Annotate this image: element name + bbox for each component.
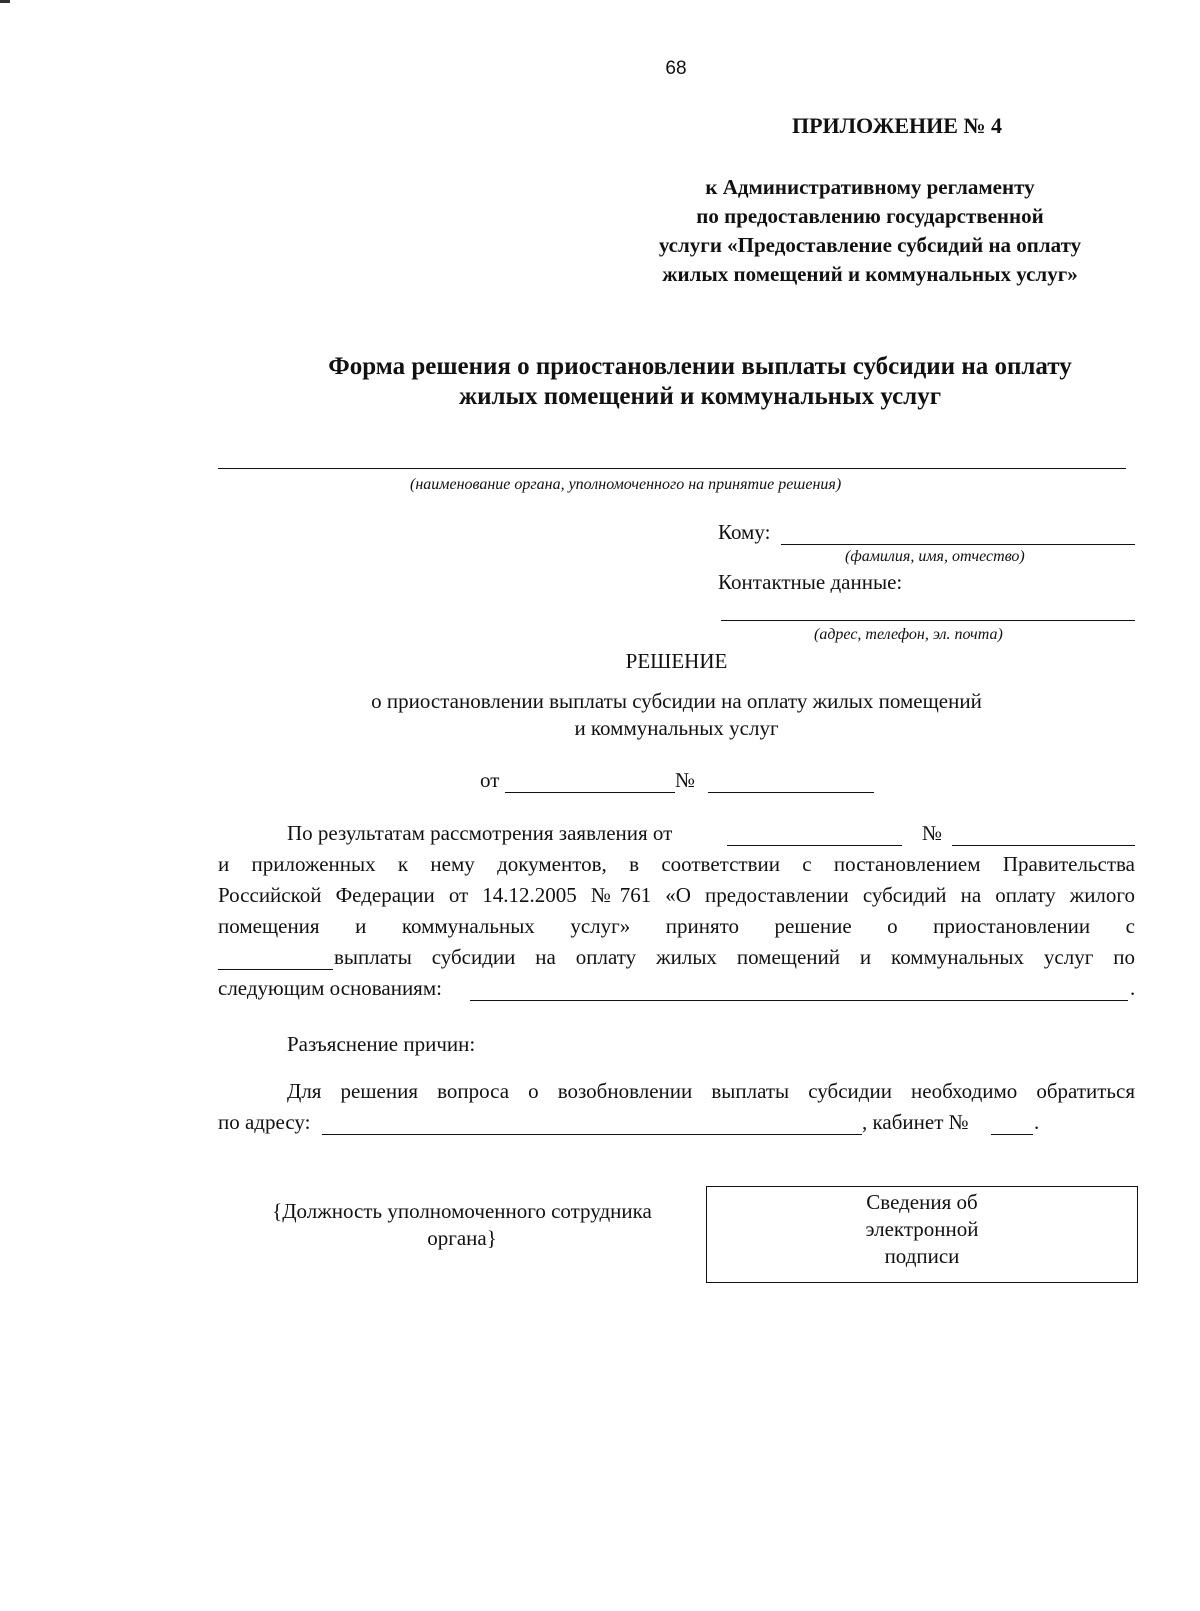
decision-subtitle-line: о приостановлении выплаты субсидии на оплату жилых помещений [371, 689, 982, 713]
paragraph-1-line: и приложенных к нему документов, в соответствии с постановлением Правительства [218, 852, 1135, 876]
grounds-end: . [1130, 976, 1136, 1000]
address-label: по адресу: [218, 1110, 311, 1134]
grounds-field[interactable] [470, 1000, 1128, 1001]
decision-date-field[interactable] [505, 792, 675, 793]
application-number-field[interactable] [952, 845, 1135, 846]
appendix-subtitle-line: по предоставлению государственной [696, 204, 1044, 228]
explanation-label: Разъяснение причин: [287, 1032, 476, 1056]
appendix-subtitle-line: к Административному регламенту [705, 175, 1035, 199]
appendix-subtitle-line: жилых помещений и коммунальных услуг» [662, 262, 1078, 286]
official-position-line: {Должность уполномоченного сотрудника [272, 1199, 652, 1223]
appendix-subtitle-line: услуги «Предоставление субсидий на оплату [658, 233, 1082, 257]
paragraph-1-start: По результатам рассмотрения заявления от [287, 821, 673, 845]
address-end: . [1034, 1110, 1040, 1134]
suspension-date-field[interactable] [218, 969, 333, 970]
decision-number-field[interactable] [708, 792, 874, 793]
paragraph-1-line: помещения и коммунальных услуг» принято решение о приостановлении с [218, 914, 1135, 938]
contacts-caption: (адрес, телефон, эл. почта) [814, 626, 1003, 643]
paragraph-1-line: Российской Федерации от 14.12.2005 №761 «О предоставлении субсидий на оплату жилого [218, 883, 1135, 907]
organ-name-field[interactable] [218, 468, 1126, 469]
signature-box-line: Сведения об [866, 1190, 978, 1214]
grounds-label: следующим основаниям: [218, 976, 442, 1000]
signature-box-line: электронной [865, 1217, 979, 1241]
cabinet-number-field[interactable] [991, 1134, 1033, 1135]
recipient-name-field[interactable] [781, 544, 1135, 545]
decision-subtitle-line: и коммунальных услуг [574, 716, 779, 740]
paragraph-1-line: выплаты субсидии на оплату жилых помещений и коммунальных услуг по [334, 945, 1135, 969]
decision-number-label: № [675, 768, 696, 792]
form-title [200, 352, 1200, 412]
scan-corner-mark [0, 0, 10, 3]
contacts-field[interactable] [721, 620, 1135, 621]
decision-date-label: от [480, 768, 500, 792]
decision-heading: РЕШЕНИЕ [625, 649, 728, 673]
electronic-signature-box [706, 1186, 1138, 1283]
paragraph-3-line: Для решения вопроса о возобновлении выплаты субсидии необходимо обратиться [287, 1079, 1135, 1103]
application-number-label: № [922, 821, 943, 845]
signature-box-line: подписи [884, 1244, 960, 1268]
page-number: 68 [665, 58, 687, 79]
official-position-line: органа} [427, 1226, 497, 1250]
form-title-line: Форма решения о приостановлении выплаты субсидии на оплату [328, 353, 1072, 380]
cabinet-label: , кабинет № [862, 1110, 969, 1134]
application-date-field[interactable] [727, 845, 902, 846]
recipient-name-caption: (фамилия, имя, отчество) [845, 548, 1025, 565]
decision-subtitle [218, 688, 1135, 742]
form-title-line: жилых помещений и коммунальных услуг [458, 383, 942, 410]
contacts-label: Контактные данные: [718, 570, 903, 594]
address-field[interactable] [322, 1134, 862, 1135]
official-position [246, 1198, 678, 1252]
organ-name-caption: (наименование органа, уполномоченного на принятие решения) [410, 476, 842, 493]
appendix-subtitle [620, 173, 1120, 289]
to-label: Кому: [718, 520, 771, 544]
appendix-title: ПРИЛОЖЕНИЕ № 4 [792, 113, 1003, 138]
